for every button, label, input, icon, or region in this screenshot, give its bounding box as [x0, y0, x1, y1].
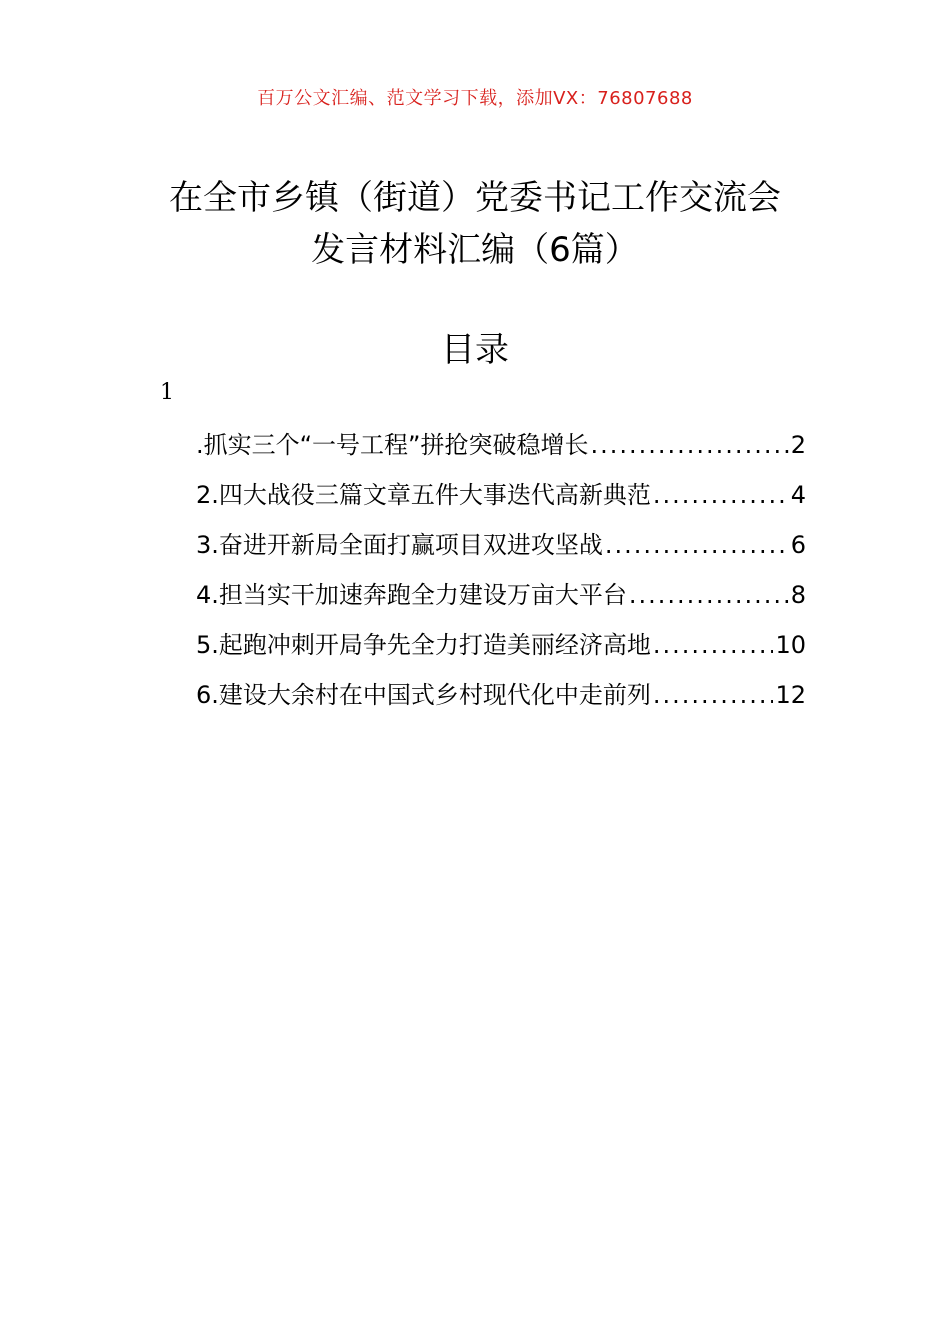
toc-entry-page: 2: [790, 431, 806, 459]
toc-entry-page: 8: [790, 581, 806, 609]
toc-entry-page: 4: [790, 481, 806, 509]
toc-entry-1[interactable]: [196, 420, 806, 470]
toc-entry-number: 3.: [196, 531, 219, 559]
toc-leader-dots: [591, 420, 789, 470]
toc-entry-title: 担当实干加速奔跑全力建设万亩大平台: [218, 581, 627, 609]
toc-entry-page: 6: [790, 531, 806, 559]
toc-entry-title: 建设大余村在中国式乡村现代化中走前列: [218, 681, 651, 709]
document-title: [0, 172, 950, 276]
toc-entry-number: 4.: [196, 581, 219, 609]
toc-list: [196, 420, 806, 720]
toc-entry-5[interactable]: [196, 620, 806, 670]
toc-entry-3[interactable]: [196, 520, 806, 570]
toc-entry-2[interactable]: [196, 470, 806, 520]
toc-leader-dots: [653, 670, 774, 720]
toc-leader-dots: [605, 520, 789, 570]
toc-entry-number: 2.: [196, 481, 219, 509]
header-promo-note: 百万公文汇编、范文学习下载，添加VX：76807688: [257, 88, 693, 109]
toc-heading: 目录: [441, 330, 509, 370]
toc-entry-page: 12: [775, 681, 806, 709]
toc-entry-title: .抓实三个“一号工程”拼抢突破稳增长: [196, 431, 589, 459]
toc-entry-6[interactable]: [196, 670, 806, 720]
toc-entry-title: 奋进开新局全面打赢项目双进攻坚战: [218, 531, 603, 559]
toc-leader-dots: [653, 620, 774, 670]
document-title-line-1: 在全市乡镇（街道）党委书记工作交流会: [169, 178, 781, 218]
document-title-line-2: 发言材料汇编（6篇）: [311, 230, 639, 270]
toc-entry-title: 四大战役三篇文章五件大事迭代高新典范: [218, 481, 651, 509]
toc-entry-page: 10: [775, 631, 806, 659]
toc-entry-title: 起跑冲刺开局争先全力打造美丽经济高地: [218, 631, 651, 659]
toc-stray-number: 1: [160, 380, 174, 405]
toc-leader-dots: [629, 570, 789, 620]
toc-entry-4[interactable]: [196, 570, 806, 620]
toc-entry-number: 5.: [196, 631, 219, 659]
toc-entry-number: 6.: [196, 681, 219, 709]
toc-leader-dots: [653, 470, 789, 520]
